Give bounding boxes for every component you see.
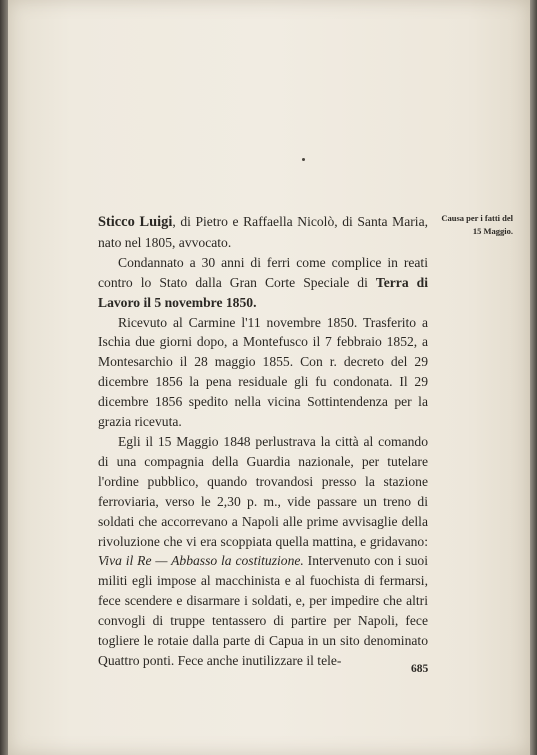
paragraph-detention [98, 313, 428, 432]
sentence-text: Condannato a 30 anni di ferri come complice in reati contro lo Stato dalla Gran Corte Speciale di [98, 254, 428, 290]
page-binding-edge [0, 0, 8, 755]
events-text-before: Egli il 15 Maggio 1848 perlustrava la città al comando di una compagnia della Guardia nazionale, per tutelare l'ordine pubblico, quando trovandosi presso la stazione ferroviaria, verso le 2,30 p. m., vide passare un treno di soldati che accorrevano a Napoli alle prime avvisaglie della rivoluzione che vi era scoppiata quella mattina, e gridavano: [98, 433, 428, 549]
paragraph-header [98, 212, 428, 253]
person-details: , di Pietro e Raffaella Nicolò, di Santa Maria, nato nel 1805, avvocato. [98, 214, 429, 250]
book-page [8, 0, 530, 755]
page-number: 685 [411, 663, 429, 675]
events-text-after: Intervenuto con i suoi militi egli impose al macchinista e al fuochista di fermarsi, fece scendere e disarmare i soldati, e, per impedire che altri convogli di truppe tentassero di partire per Napoli, fece togliere le rotaie dalla parte di Capua in un sito denominato Quattro ponti. Fece anche inutilizzare il tele- [98, 553, 428, 668]
sentence-court-date: Terra di Lavoro il 5 novembre 1850. [98, 274, 428, 310]
margin-note: Causa per i fatti del 15 Maggio. [441, 213, 513, 236]
detention-text: Ricevuto al Carmine l'11 novembre 1850. Trasferito a Ischia due giorni dopo, a Montefusco il 7 febbraio 1852, a Montesarchio il 28 maggio 1855. Con r. decreto del 29 dicembre 1856 la pena residuale gli fu condonata. Il 29 dicembre 1856 spedito nella vicina Sottintendenza per la grazia ricevuta. [98, 314, 428, 430]
events-quote: Viva il Re — Abbasso la costituzione. [98, 553, 304, 569]
person-name: Sticco Luigi [98, 214, 173, 230]
main-text-block [98, 212, 428, 671]
paragraph-events [98, 432, 428, 671]
paragraph-sentence [98, 253, 428, 313]
page-fore-edge [530, 0, 537, 755]
ink-speck [302, 158, 305, 161]
